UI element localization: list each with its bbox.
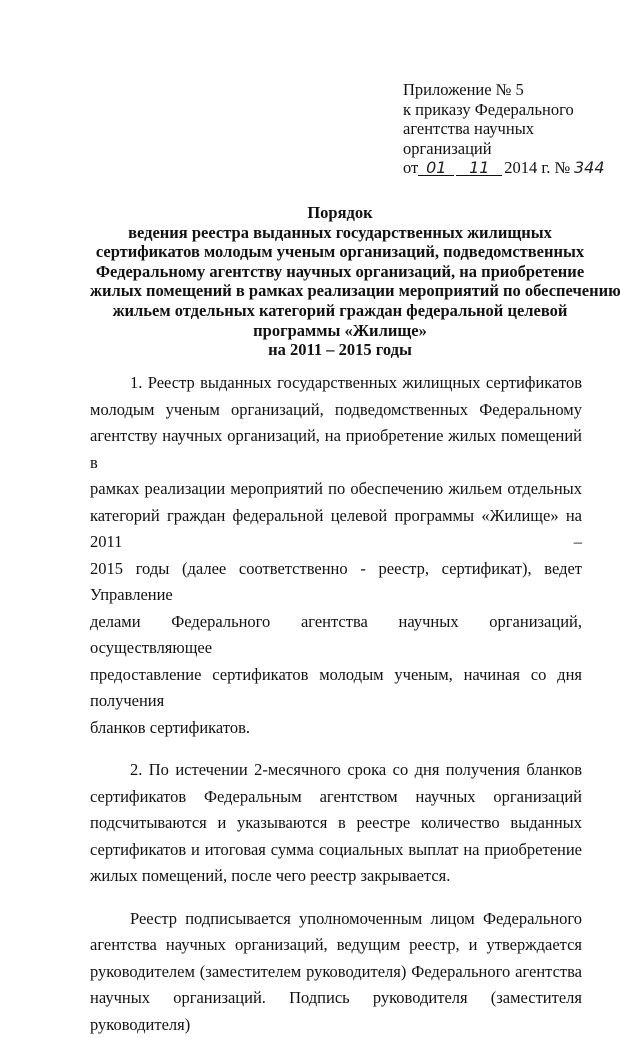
appendix-org-line: организаций bbox=[403, 139, 623, 159]
paragraph-3 bbox=[90, 906, 582, 1038]
paragraph-line: сертификатов и итоговая сумма социальных выплат на приобретение bbox=[90, 837, 582, 864]
title-line: сертификатов молодым ученым организаций, подведомственных bbox=[90, 242, 590, 262]
paragraph-line: категорий граждан федеральной целевой программы «Жилище» на 2011 – bbox=[90, 503, 582, 556]
appendix-number: Приложение № 5 bbox=[403, 80, 623, 100]
paragraph-line: делами Федерального агентства научных организаций, осуществляющее bbox=[90, 609, 582, 662]
paragraph-line: руководителем (заместителем руководителя) Федерального агентства bbox=[90, 959, 582, 986]
paragraph-line: молодым ученым организаций, подведомственных Федеральному bbox=[90, 397, 582, 424]
title-line: жильем отдельных категорий граждан федеральной целевой bbox=[90, 301, 590, 321]
paragraph-line: 2015 годы (далее соответственно - реестр, сертификат), ведет Управление bbox=[90, 556, 582, 609]
paragraph-line: бланков сертификатов. bbox=[90, 715, 582, 742]
paragraph-line: Реестр подписывается уполномоченным лицом Федерального bbox=[90, 906, 582, 933]
paragraph-1 bbox=[90, 370, 582, 741]
document-body bbox=[90, 370, 582, 1038]
paragraph-line: 1. Реестр выданных государственных жилищных сертификатов bbox=[90, 370, 582, 397]
paragraph-line: сертификатов Федеральным агентством научных организаций bbox=[90, 784, 582, 811]
title-heading: Порядок bbox=[90, 203, 590, 223]
title-line: программы «Жилище» bbox=[90, 321, 590, 341]
handwritten-order-number: 344 bbox=[570, 158, 608, 178]
title-line: Федеральному агентству научных организаций, на приобретение bbox=[90, 262, 590, 282]
appendix-block bbox=[403, 80, 623, 178]
paragraph-line: 2. По истечении 2-месячного срока со дня получения бланков bbox=[90, 757, 582, 784]
document-title bbox=[90, 203, 590, 360]
paragraph-line: агентства научных организаций, ведущим реестр, и утверждается bbox=[90, 932, 582, 959]
title-line: ведения реестра выданных государственных жилищных bbox=[90, 223, 590, 243]
appendix-date-line bbox=[403, 158, 623, 178]
handwritten-month: 11 bbox=[456, 160, 502, 176]
handwritten-day: 01 bbox=[418, 160, 454, 176]
title-line: жилых помещений в рамках реализации мероприятий по обеспечению bbox=[90, 281, 590, 301]
paragraph-line: подсчитываются и указываются в реестре количество выданных bbox=[90, 810, 582, 837]
appendix-order-ref: к приказу Федерального bbox=[403, 100, 623, 120]
paragraph-2 bbox=[90, 757, 582, 890]
appendix-agency-line: агентства научных bbox=[403, 119, 623, 139]
paragraph-line: научных организаций. Подпись руководителя (заместителя руководителя) bbox=[90, 985, 582, 1038]
paragraph-line: предоставление сертификатов молодым ученым, начиная со дня получения bbox=[90, 662, 582, 715]
paragraph-line: рамках реализации мероприятий по обеспечению жильем отдельных bbox=[90, 476, 582, 503]
date-year-text: 2014 г. № bbox=[504, 158, 570, 177]
date-prefix: от bbox=[403, 158, 418, 177]
title-line: на 2011 – 2015 годы bbox=[90, 340, 590, 360]
paragraph-line: жилых помещений, после чего реестр закрывается. bbox=[90, 863, 582, 890]
paragraph-line: агентству научных организаций, на приобретение жилых помещений в bbox=[90, 423, 582, 476]
